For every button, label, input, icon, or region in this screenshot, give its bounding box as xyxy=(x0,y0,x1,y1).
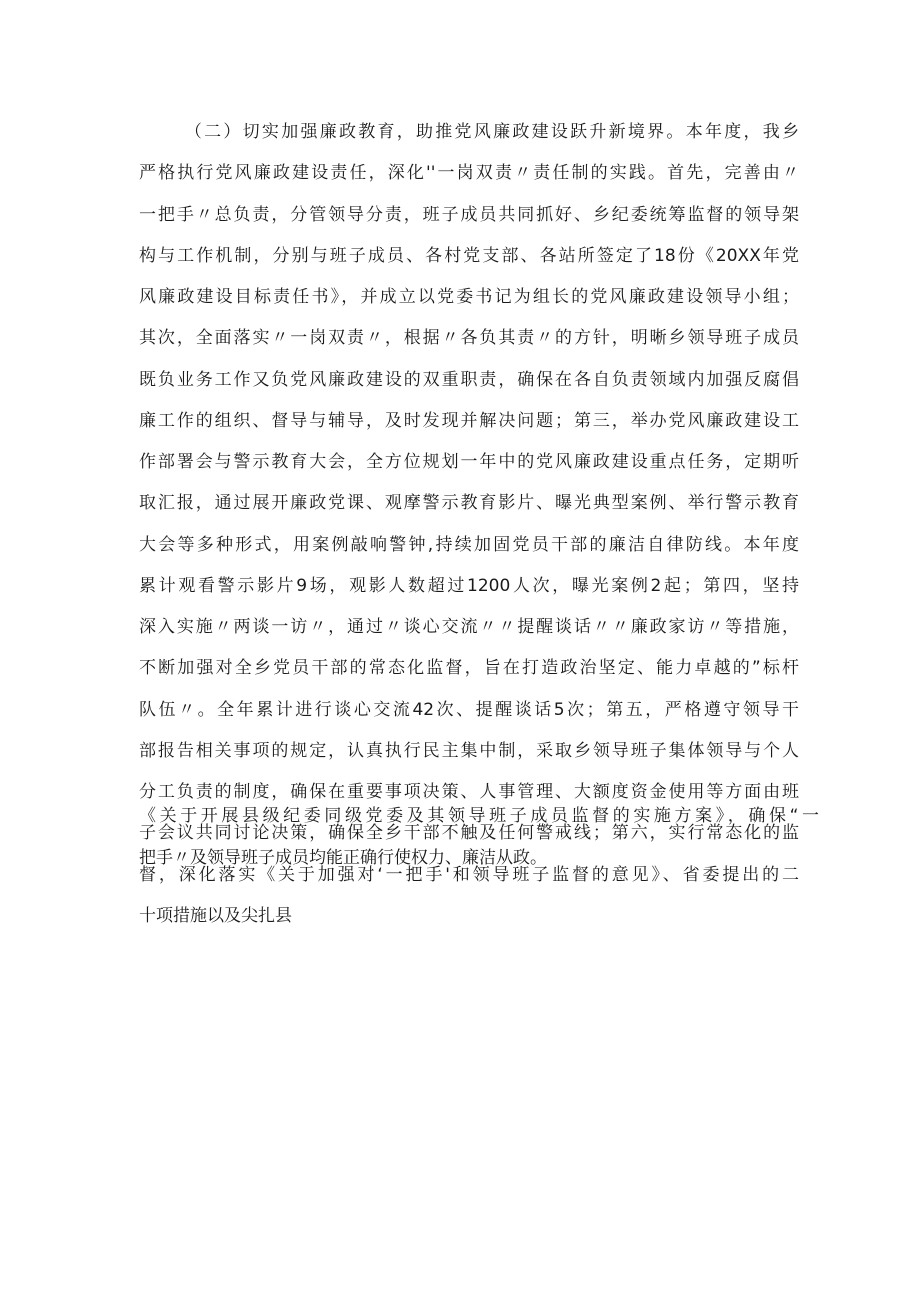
tail-line-1: 《关于开展县级纪委同级党委及其领导班子成员监督的实施方案》，确保“一 xyxy=(139,806,819,826)
paragraph-line-13: 深入实施〃两谈一访〃，通过〃谈心交流〃〃提醒谈话〃〃廉政家访〃等措施， xyxy=(139,617,799,637)
paragraph-line-6: 其次，全面落实〃一岗双责〃，根据〃各负其责〃的方针，明晰乡领导班子成员 xyxy=(139,328,799,349)
paragraph-line-17: 分工负责的制度，确保在重要事项决策、人事管理、大额度资金使用等方面由班 xyxy=(139,782,799,802)
paragraph-line-1: （二）切实加强廉政教育，助推党风廉政建设跃升新境界。本年度，我乡 xyxy=(184,122,799,142)
tail-line-2: 把手〃及领导班子成员均能正确行使权力、廉洁从政。 xyxy=(139,847,547,868)
paragraph-line-2: 严格执行党风廉政建设责任，深化''一岗双责〃责任制的实践。首先，完善由〃 xyxy=(139,163,799,184)
paragraph-line-18: 子会议共同讨论决策，确保全乡干部不触及任何警戒线；第六，实行常态化的监 xyxy=(139,823,799,844)
paragraph-line-12: 累计观看警示影片9场，观影人数超过1200人次，曝光案例2起；第四，坚持 xyxy=(139,575,799,596)
paragraph-line-5: 风廉政建设目标责任书》，并成立以党委书记为组长的党风廉政建设领导小组； xyxy=(139,287,799,307)
paragraph-line-7: 既负业务工作又负党风廉政建设的双重职责，确保在各自负责领域内加强反腐倡 xyxy=(139,369,799,390)
paragraph-line-8: 廉工作的组织、督导与辅导，及时发现并解决问题；第三，举办党风廉政建设工 xyxy=(139,410,799,431)
paragraph-line-9: 作部署会与警示教育大会，全方位规划一年中的党风廉政建设重点任务，定期听 xyxy=(139,452,799,472)
paragraph-line-14: 不断加强对全乡党员干部的常态化监督，旨在打造政治坚定、能力卓越的”标杆 xyxy=(139,658,799,679)
paragraph-line-19: 督，深化落实《关于加强对‘一把手'和领导班子监督的意见》、省委提出的二 xyxy=(139,864,799,885)
paragraph-line-3: 一把手〃总负责，分管领导分责，班子成员共同抓好、乡纪委统筹监督的领导架 xyxy=(139,204,799,225)
paragraph-line-4: 构与工作机制，分别与班子成员、各村党支部、各站所签定了18份《20XX年党 xyxy=(139,245,799,266)
paragraph-line-16: 部报告相关事项的规定，认真执行民主集中制，采取乡领导班子集体领导与个人 xyxy=(139,740,799,761)
paragraph-line-10: 取汇报，通过展开廉政党课、观摩警示教育影片、曝光典型案例、举行警示教育 xyxy=(139,493,799,514)
paragraph-line-15: 队伍〃。全年累计进行谈心交流42次、提醒谈话5次；第五，严格遵守领导干 xyxy=(139,699,799,720)
tail-paragraph xyxy=(139,796,819,879)
paragraph-line-20: 十项措施以及尖扎县 xyxy=(139,905,292,926)
paragraph-line-11: 大会等多种形式，用案例敲响警钟,持续加固党员干部的廉洁自律防线。本年度 xyxy=(139,534,799,555)
